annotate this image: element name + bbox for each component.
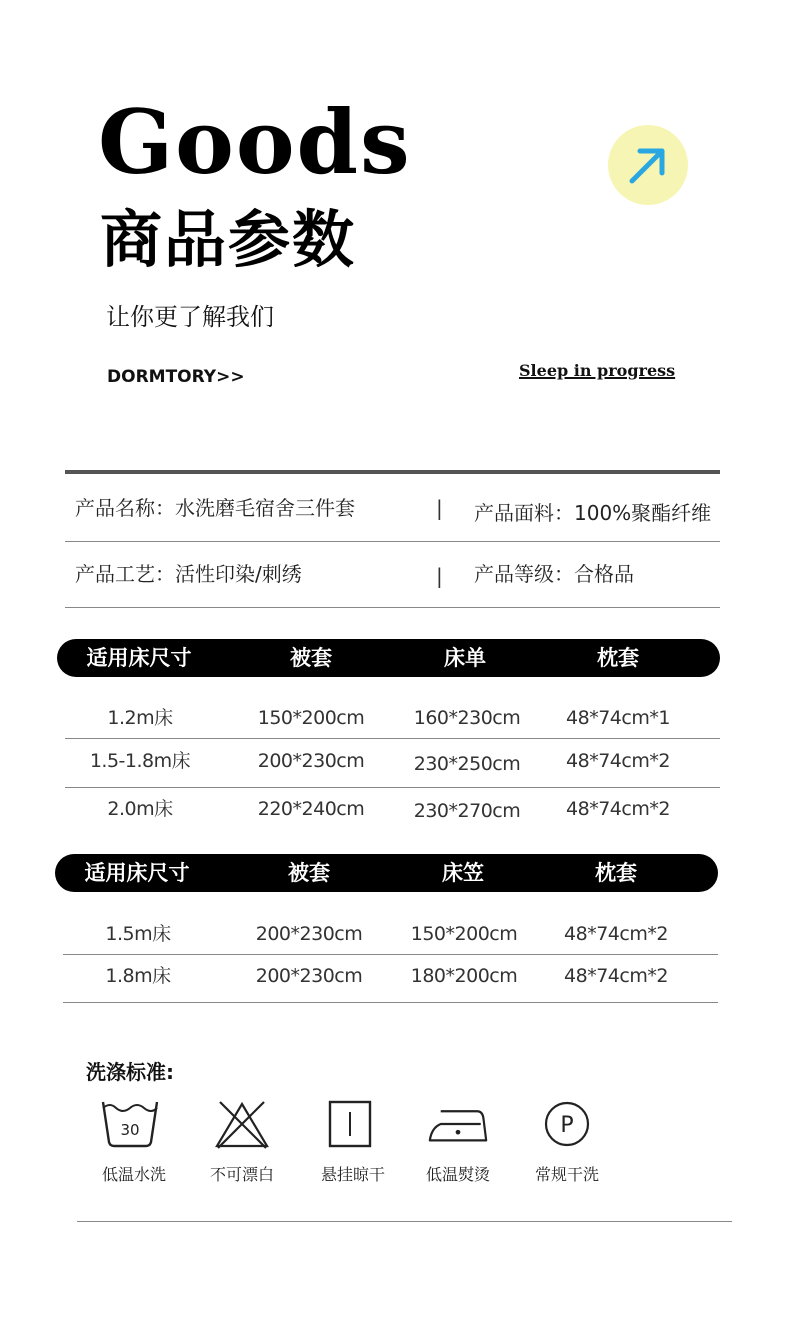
param-separator: | (436, 564, 443, 588)
table-cell: 1.8m床 (105, 965, 171, 987)
table2-header (55, 854, 718, 892)
dry-clean-p-icon (537, 1098, 597, 1150)
wash-label-low-iron: 低温熨烫 (425, 1165, 491, 1184)
params-bottom-rule (65, 607, 720, 608)
table-cell: 230*270cm (413, 800, 521, 822)
table1-header-size: 适用床尺寸 (86, 646, 192, 670)
table-cell: 220*240cm (257, 798, 365, 820)
wash-title: 洗涤标准: (86, 1060, 174, 1084)
table1-header-sheet: 床单 (444, 646, 486, 670)
table1-header-duvet: 被套 (290, 646, 332, 670)
table-cell: 200*230cm (257, 750, 365, 772)
table-cell: 160*230cm (413, 707, 521, 729)
table-cell: 48*74cm*1 (566, 707, 670, 729)
wash-label-no-bleach: 不可漂白 (209, 1165, 275, 1184)
param-name: 产品名称：水洗磨毛宿舍三件套 (75, 496, 355, 520)
table-cell: 200*230cm (255, 923, 363, 945)
table2-header-duvet: 被套 (288, 861, 330, 885)
subtitle: 让你更了解我们 (106, 303, 274, 331)
table-cell: 200*230cm (255, 965, 363, 987)
table-cell: 1.5m床 (105, 923, 171, 945)
table-cell: 48*74cm*2 (566, 798, 670, 820)
table-cell: 230*250cm (413, 753, 521, 775)
low-iron-icon (428, 1098, 488, 1150)
params-divider (65, 541, 720, 542)
table-cell: 48*74cm*2 (564, 965, 668, 987)
table-cell: 180*200cm (410, 965, 518, 987)
table-cell: 150*200cm (257, 707, 365, 729)
params-top-rule (65, 470, 720, 474)
table2-header-size: 适用床尺寸 (84, 861, 190, 885)
table2-row-divider (63, 954, 718, 955)
table2-bottom-rule (63, 1002, 718, 1003)
wash-label-dry-clean: 常规干洗 (534, 1165, 600, 1184)
tagline: Sleep in progress (519, 361, 676, 380)
wash-30-icon (100, 1098, 160, 1150)
table2-header-pillow: 枕套 (595, 861, 637, 885)
table-cell: 1.2m床 (107, 707, 173, 729)
param-fabric: 产品面料：100%聚酯纤维 (474, 501, 712, 525)
hang-dry-icon (320, 1098, 380, 1150)
table-cell: 48*74cm*2 (564, 923, 668, 945)
param-craft: 产品工艺：活性印染/刺绣 (75, 562, 302, 586)
table1-header (57, 639, 720, 677)
wash-label-hang-dry: 悬挂晾干 (320, 1165, 386, 1184)
dry-clean-text: P (560, 1113, 574, 1138)
param-grade: 产品等级：合格品 (474, 562, 634, 586)
no-bleach-icon (212, 1098, 272, 1150)
table1-header-pillow: 枕套 (597, 646, 639, 670)
table1-row-divider (65, 787, 720, 788)
footer-rule (77, 1221, 732, 1222)
arrow-badge[interactable] (608, 125, 688, 205)
wash-temp-text: 30 (120, 1121, 140, 1139)
table1-row-divider (65, 738, 720, 739)
table2-header-fitted: 床笠 (442, 861, 484, 885)
param-separator: | (436, 496, 443, 520)
page-title: 商品参数 (100, 203, 357, 276)
arrow-up-right-icon (626, 143, 670, 187)
table-cell: 150*200cm (410, 923, 518, 945)
table-cell: 2.0m床 (107, 798, 173, 820)
wash-label-low-temp: 低温水洗 (101, 1165, 167, 1184)
table-cell: 1.5-1.8m床 (89, 750, 191, 772)
goods-heading: Goods (98, 90, 412, 194)
brand-link[interactable]: DORMTORY>> (107, 367, 245, 387)
table-cell: 48*74cm*2 (566, 750, 670, 772)
